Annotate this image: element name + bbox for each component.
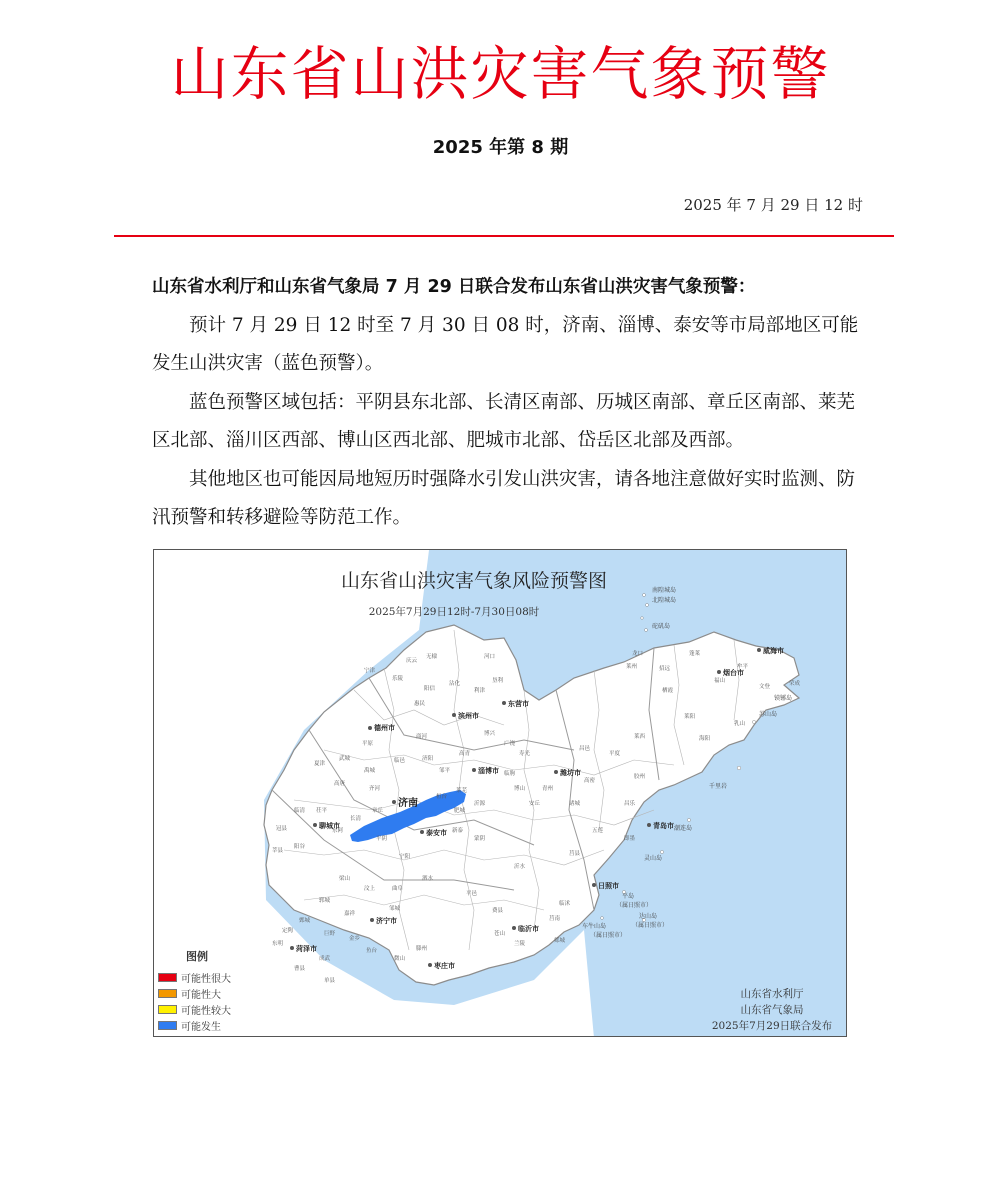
svg-text:长清: 长清 — [350, 816, 362, 822]
svg-text:即墨: 即墨 — [624, 836, 636, 842]
svg-text:莘县: 莘县 — [272, 848, 284, 854]
legend-swatch-blue — [158, 1021, 177, 1030]
city-label-liaocheng: 聊城市 — [319, 822, 340, 830]
svg-text:阳谷: 阳谷 — [294, 844, 306, 850]
warning-map — [153, 549, 847, 1037]
svg-text:嘉祥: 嘉祥 — [344, 911, 356, 917]
svg-text:蒙阴: 蒙阴 — [474, 836, 486, 842]
svg-text:费县: 费县 — [492, 908, 504, 914]
advice-paragraph: 其他地区也可能因局地短历时强降水引发山洪灾害，请各地注意做好实时监测、防汛预警和转移避险等防范工作。 — [152, 468, 856, 528]
svg-text:章丘: 章丘 — [372, 808, 384, 814]
city-label-jining: 济宁市 — [376, 917, 397, 925]
svg-text:莱西: 莱西 — [634, 734, 646, 740]
legend-swatch-red — [158, 973, 177, 982]
svg-text:寿光: 寿光 — [519, 751, 531, 757]
svg-text:巨野: 巨野 — [324, 931, 336, 937]
svg-text:郯城: 郯城 — [554, 938, 566, 944]
map-subtitle: 2025年7月29日12时-7月30日08时 — [368, 606, 540, 618]
svg-text:鄄城: 鄄城 — [299, 918, 311, 924]
svg-text:博兴: 博兴 — [484, 731, 496, 737]
svg-text:东明: 东明 — [272, 941, 284, 947]
legend-label: 可能发生 — [181, 1021, 221, 1033]
city-label-zaozhuang: 枣庄市 — [434, 962, 455, 970]
svg-text:达山岛: 达山岛 — [639, 913, 658, 920]
svg-text:新泰: 新泰 — [452, 828, 464, 834]
svg-text:单县: 单县 — [324, 978, 336, 984]
svg-text:北隍城岛: 北隍城岛 — [652, 597, 677, 604]
svg-text:五莲: 五莲 — [592, 828, 604, 834]
svg-text:（属日照市）: （属日照市） — [632, 922, 669, 929]
legend-item-possible — [158, 1017, 278, 1033]
svg-text:莒县: 莒县 — [569, 851, 581, 857]
legend-item-likely — [158, 985, 278, 1001]
svg-text:无棣: 无棣 — [426, 654, 438, 660]
svg-text:宁阳: 宁阳 — [399, 854, 411, 860]
legend-item-very-likely — [158, 969, 278, 985]
svg-text:牟平: 牟平 — [737, 664, 749, 670]
legend-swatch-yellow — [158, 1005, 177, 1014]
svg-text:阳信: 阳信 — [424, 686, 436, 692]
svg-text:临朐: 临朐 — [504, 771, 516, 777]
legend-item-fairly-likely — [158, 1001, 278, 1017]
map-legend — [158, 948, 278, 1033]
svg-text:邹城: 邹城 — [389, 906, 401, 912]
warning-area-paragraph: 蓝色预警区域包括：平阴县东北部、长清区南部、历城区南部、章丘区南部、莱芜区北部、淄川区西部、博山区西北部、肥城市北部、岱岳区北部及西部。 — [152, 391, 856, 451]
svg-text:微山: 微山 — [394, 956, 406, 962]
city-label-dezhou: 德州市 — [374, 724, 395, 732]
city-label-linyi: 临沂市 — [518, 925, 539, 933]
city-label-taian: 泰安市 — [426, 829, 447, 837]
svg-text:平岛: 平岛 — [622, 893, 635, 900]
svg-text:邹平: 邹平 — [439, 768, 451, 774]
lead-paragraph: 山东省水利厅和山东省气象局 7 月 29 日联合发布山东省山洪灾害气象预警： — [152, 277, 756, 297]
svg-text:莱芜: 莱芜 — [456, 788, 468, 794]
city-label-zibo: 淄博市 — [478, 767, 499, 775]
header-divider — [114, 235, 894, 237]
svg-text:荣成: 荣成 — [789, 681, 801, 687]
svg-text:沾化: 沾化 — [449, 681, 461, 687]
svg-text:莱州: 莱州 — [626, 664, 638, 670]
svg-text:乳山: 乳山 — [734, 721, 746, 727]
svg-text:高唐: 高唐 — [334, 781, 346, 787]
svg-text:莒南: 莒南 — [549, 916, 561, 922]
svg-text:砣矶岛: 砣矶岛 — [652, 623, 671, 630]
svg-text:南隍城岛: 南隍城岛 — [652, 587, 677, 594]
issuer-line-1: 山东省水利厅 — [740, 988, 804, 1000]
legend-title: 图例 — [186, 950, 208, 963]
svg-text:沂源: 沂源 — [474, 801, 486, 807]
svg-text:广饶: 广饶 — [504, 741, 516, 747]
document-body — [152, 268, 864, 538]
svg-text:车牛山岛: 车牛山岛 — [582, 923, 607, 930]
svg-text:文登: 文登 — [759, 684, 771, 690]
svg-text:青州: 青州 — [542, 786, 554, 792]
svg-text:安丘: 安丘 — [529, 801, 541, 807]
svg-text:招远: 招远 — [659, 666, 671, 672]
svg-text:诸城: 诸城 — [569, 801, 581, 807]
svg-text:冠县: 冠县 — [276, 826, 288, 832]
svg-text:齐河: 齐河 — [369, 786, 381, 792]
city-label-rizhao: 日照市 — [598, 882, 619, 890]
map-issuer — [702, 986, 842, 1034]
svg-text:利津: 利津 — [474, 688, 486, 694]
svg-text:镆铘岛: 镆铘岛 — [774, 695, 793, 702]
svg-text:平度: 平度 — [609, 751, 621, 757]
svg-text:汶上: 汶上 — [364, 886, 376, 892]
svg-text:临沭: 临沭 — [559, 901, 571, 907]
svg-text:滕州: 滕州 — [416, 946, 428, 952]
svg-text:曲阜: 曲阜 — [392, 886, 404, 892]
svg-text:苏山岛: 苏山岛 — [759, 711, 778, 718]
svg-text:博山: 博山 — [514, 786, 526, 792]
issue-number: 2025 年第 8 期 — [432, 137, 569, 158]
svg-text:高青: 高青 — [459, 751, 471, 757]
svg-text:济阳: 济阳 — [422, 756, 434, 762]
svg-text:兰陵: 兰陵 — [514, 941, 526, 947]
svg-text:惠民: 惠民 — [414, 701, 426, 707]
svg-text:胶州: 胶州 — [634, 774, 646, 780]
svg-text:定陶: 定陶 — [282, 928, 294, 934]
city-label-dongying: 东营市 — [508, 700, 529, 708]
city-label-yantai: 烟台市 — [723, 669, 744, 677]
svg-text:宁津: 宁津 — [364, 668, 376, 674]
city-label-binzhou: 滨州市 — [458, 712, 479, 720]
legend-label: 可能性大 — [181, 989, 221, 1001]
document-title: 山东省山洪灾害气象预警 — [170, 40, 831, 108]
svg-text:鱼台: 鱼台 — [366, 948, 378, 954]
svg-text:海阳: 海阳 — [699, 736, 711, 742]
svg-text:桓台: 桓台 — [436, 794, 448, 800]
forecast-paragraph: 预计 7 月 29 日 12 时至 7 月 30 日 08 时，济南、淄博、泰安等市局部地区可能发生山洪灾害（蓝色预警）。 — [152, 314, 859, 374]
svg-text:平阴: 平阴 — [376, 836, 388, 842]
svg-text:茌平: 茌平 — [316, 808, 328, 814]
svg-text:临邑: 临邑 — [394, 758, 406, 764]
svg-text:肥城: 肥城 — [454, 808, 466, 814]
svg-text:武城: 武城 — [339, 756, 351, 762]
svg-text:临清: 临清 — [294, 808, 306, 814]
svg-text:莱阳: 莱阳 — [684, 714, 696, 720]
svg-text:潮连岛: 潮连岛 — [674, 825, 693, 832]
svg-text:禹城: 禹城 — [364, 768, 376, 774]
issue-date: 2025 年 7 月 29 日 12 时 — [683, 196, 863, 214]
svg-text:栖霞: 栖霞 — [662, 688, 674, 694]
svg-text:福山: 福山 — [714, 678, 726, 684]
svg-text:平邑: 平邑 — [466, 891, 478, 897]
issuer-line-2: 山东省气象局 — [740, 1004, 804, 1016]
svg-text:成武: 成武 — [319, 956, 331, 962]
legend-swatch-orange — [158, 989, 177, 998]
svg-text:（属日照市）: （属日照市） — [616, 902, 653, 909]
svg-text:千里岩: 千里岩 — [709, 783, 728, 790]
city-label-qingdao: 青岛市 — [653, 822, 674, 830]
svg-text:垦利: 垦利 — [492, 678, 504, 684]
svg-text:夏津: 夏津 — [314, 761, 326, 767]
svg-text:（属日照市）: （属日照市） — [590, 932, 627, 939]
svg-text:蓬莱: 蓬莱 — [689, 651, 701, 657]
svg-text:昌邑: 昌邑 — [579, 746, 591, 752]
svg-text:泗水: 泗水 — [422, 876, 434, 882]
svg-text:高密: 高密 — [584, 778, 596, 784]
svg-text:龙口: 龙口 — [632, 651, 644, 657]
svg-text:梁山: 梁山 — [339, 876, 351, 882]
svg-text:曹县: 曹县 — [294, 966, 306, 972]
svg-text:郓城: 郓城 — [319, 898, 331, 904]
legend-label: 可能性很大 — [181, 973, 231, 985]
svg-text:商河: 商河 — [416, 734, 428, 740]
svg-text:平原: 平原 — [362, 741, 374, 747]
svg-text:河口: 河口 — [484, 654, 496, 660]
svg-text:庆云: 庆云 — [406, 658, 418, 664]
city-label-weihai: 威海市 — [763, 647, 784, 655]
map-title: 山东省山洪灾害气象风险预警图 — [340, 570, 607, 592]
city-label-jinan: 济南 — [398, 798, 418, 809]
svg-text:灵山岛: 灵山岛 — [644, 855, 663, 862]
city-label-heze: 菏泽市 — [296, 945, 317, 953]
svg-text:乐陵: 乐陵 — [392, 676, 404, 682]
svg-text:苍山: 苍山 — [494, 931, 506, 937]
svg-text:东阿: 东阿 — [332, 828, 344, 834]
city-label-weifang: 潍坊市 — [560, 769, 581, 777]
svg-text:昌乐: 昌乐 — [624, 801, 636, 807]
svg-text:金乡: 金乡 — [349, 936, 361, 942]
svg-text:沂水: 沂水 — [514, 864, 526, 870]
issuer-line-3: 2025年7月29日联合发布 — [711, 1020, 833, 1032]
legend-label: 可能性较大 — [181, 1005, 231, 1017]
